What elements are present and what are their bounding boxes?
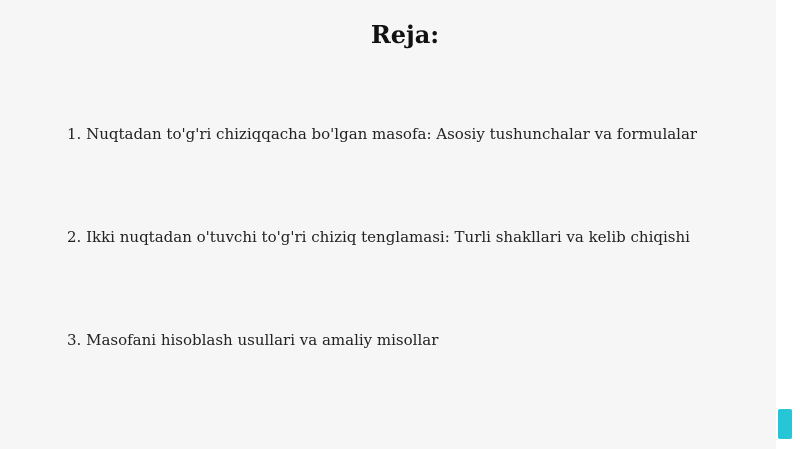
plan-item-3: 3. Masofani hisoblash usullari va amaliy misollar — [67, 331, 439, 349]
plan-item-2: 2. Ikki nuqtadan o'tuvchi to'g'ri chiziq tenglamasi: Turli shakllari va kelib chiqishi — [67, 228, 690, 246]
slide-title: Reja: — [370, 20, 440, 49]
scrollbar-thumb[interactable] — [778, 409, 792, 439]
scrollbar-track[interactable] — [776, 0, 800, 449]
plan-item-1: 1. Nuqtadan to'g'ri chiziqqacha bo'lgan masofa: Asosiy tushunchalar va formulalar — [67, 125, 698, 143]
